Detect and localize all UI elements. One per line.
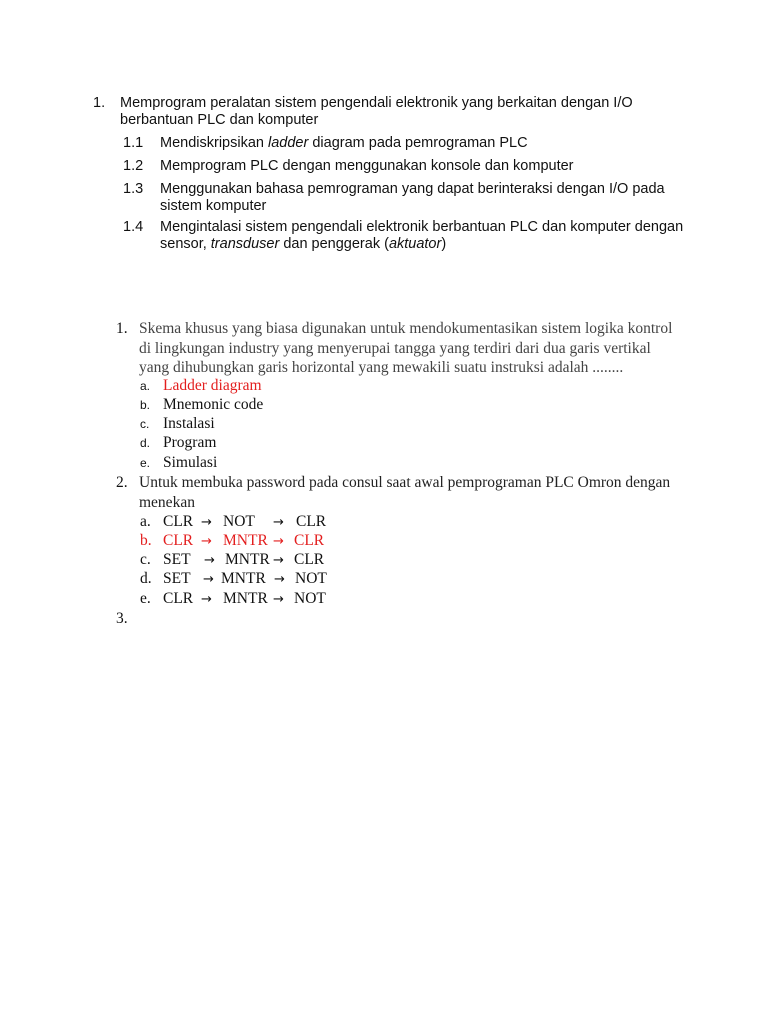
- sequence-step: MNTR: [225, 551, 270, 568]
- subitem-number: 1.3: [123, 181, 144, 197]
- subitem-text: Mendiskripsikan ladder diagram pada pemrograman PLC: [160, 135, 528, 151]
- sequence-step: CLR: [163, 590, 194, 607]
- arrow-icon: →: [274, 572, 285, 587]
- question-text: Untuk membuka password pada consul saat awal pemprograman PLC Omron dengan menekan: [139, 474, 671, 511]
- question-number: 1.: [116, 320, 128, 337]
- subitem-text: Mengintalasi sistem pengendali elektronik berbantuan PLC dan komputer dengan sensor, transduser dan penggerak (aktuator): [160, 219, 684, 252]
- arrow-icon: →: [273, 553, 284, 568]
- option-letter: a.: [140, 379, 151, 393]
- sequence-step: CLR: [294, 551, 325, 568]
- arrow-icon: →: [273, 534, 284, 549]
- option-letter: e.: [140, 590, 151, 607]
- section-number: 1.: [93, 95, 106, 111]
- option-text: Instalasi: [163, 415, 215, 432]
- question-number: 2.: [116, 474, 128, 491]
- sequence-step: NOT: [294, 590, 326, 607]
- option-letter: d.: [140, 436, 151, 450]
- option-text: Mnemonic code: [163, 396, 264, 413]
- sequence-step: SET: [163, 570, 191, 587]
- option-letter: d.: [140, 570, 152, 587]
- sequence-step: CLR: [294, 532, 325, 549]
- sequence-step: MNTR: [221, 570, 266, 587]
- sequence-step: CLR: [296, 513, 327, 530]
- arrow-icon: →: [201, 592, 212, 607]
- option-letter: a.: [140, 513, 151, 530]
- question-text: Skema khusus yang biasa digunakan untuk mendokumentasikan sistem logika kontrol di lingkungan industry yang menyerupai tangga yang terdiri dari dua garis vertikal yang dihubungkan garis horizontal yang mewakili suatu instruksi adalah ........: [139, 320, 673, 376]
- sequence-step: NOT: [223, 513, 255, 530]
- arrow-icon: →: [273, 515, 284, 530]
- option-letter: b.: [140, 398, 151, 412]
- subitem-number: 1.1: [123, 135, 144, 151]
- option-letter: b.: [140, 532, 152, 549]
- subitem-text: Menggunakan bahasa pemrograman yang dapat berinteraksi dengan I/O pada sistem komputer: [160, 181, 665, 214]
- option-text-correct: Ladder diagram: [163, 377, 262, 394]
- option-letter: e.: [140, 456, 151, 470]
- sequence-step: MNTR: [223, 532, 268, 549]
- sequence-step: SET: [163, 551, 191, 568]
- option-letter: c.: [140, 417, 150, 431]
- sequence-step: MNTR: [223, 590, 268, 607]
- arrow-icon: →: [203, 572, 214, 587]
- option-text: Simulasi: [163, 454, 218, 471]
- subitem-number: 1.2: [123, 158, 144, 174]
- arrow-icon: →: [201, 515, 212, 530]
- arrow-icon: →: [204, 553, 215, 568]
- option-letter: c.: [140, 551, 151, 568]
- arrow-icon: →: [201, 534, 212, 549]
- sequence-step: CLR: [163, 532, 194, 549]
- subitem-number: 1.4: [123, 219, 144, 235]
- sequence-step: NOT: [295, 570, 327, 587]
- section-title: Memprogram peralatan sistem pengendali elektronik yang berkaitan dengan I/O berbantuan PLC dan komputer: [120, 95, 633, 128]
- option-text: Program: [163, 434, 217, 451]
- question-number: 3.: [116, 610, 128, 627]
- arrow-icon: →: [273, 592, 284, 607]
- sequence-step: CLR: [163, 513, 194, 530]
- subitem-text: Memprogram PLC dengan menggunakan konsole dan komputer: [160, 158, 574, 174]
